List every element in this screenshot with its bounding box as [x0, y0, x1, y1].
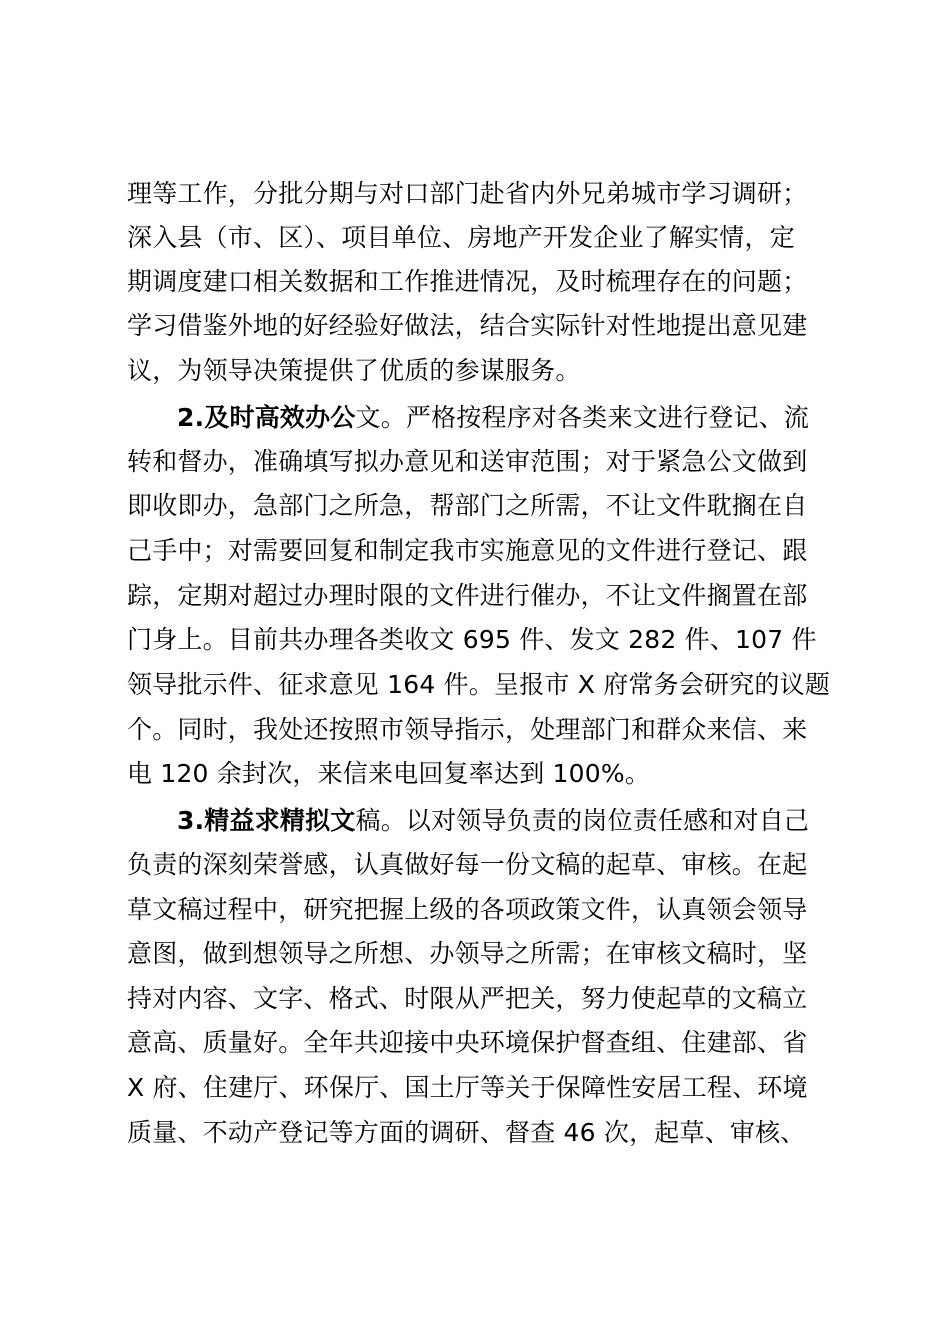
- paragraph-2-line-4: 己手中；对需要回复和制定我市实施意见的文件进行登记、跟: [127, 536, 808, 565]
- paragraph-3-line-3: 草文稿过程中，研究把握上级的各项政策文件，认真领会领导: [127, 895, 808, 924]
- paragraph-3-line-7: X 府、住建厅、环保厅、国土厅等关于保障性安居工程、环境: [127, 1073, 808, 1102]
- paragraph-3-line-4: 意图，做到想领导之所想、办领导之所需；在审核文稿时，坚: [127, 939, 808, 968]
- paragraph-2-line-2: 转和督办，准确填写拟办意见和送审范围；对于紧急公文做到: [127, 447, 808, 476]
- paragraph-2-line-5: 踪，定期对超过办理时限的文件进行催办，不让文件搁置在部: [127, 581, 808, 610]
- paragraph-3-first-line-text: 稿。以对领导负责的岗位责任感和对自己: [355, 806, 810, 835]
- paragraph-3-heading: 3.精益求精拟文: [177, 806, 356, 835]
- paragraph-2-line-8: 个。同时，我处还按照市领导指示，处理部门和群众来信、来: [127, 715, 808, 744]
- paragraph-2-line-9: 电 120 余封次，来信来电回复率达到 100%。: [127, 759, 651, 788]
- paragraph-3-line-8: 质量、不动产登记等方面的调研、督查 46 次，起草、审核、: [127, 1118, 806, 1147]
- paragraph-3-line-6: 意高、质量好。全年共迎接中央环境保护督查组、住建部、省: [127, 1028, 808, 1057]
- paragraph-2-line-3: 即收即办，急部门之所急，帮部门之所需，不让文件耽搁在自: [127, 491, 808, 520]
- paragraph-1-line-2: 深入县（市、区）、项目单位、房地产开发企业了解实情，定: [127, 223, 795, 252]
- paragraph-2-line-6: 门身上。目前共办理各类收文 695 件、发文 282 件、107 件: [127, 625, 817, 654]
- paragraph-3-first-line: [177, 799, 809, 843]
- paragraph-3-line-5: 持对内容、文字、格式、时限从严把关，努力使起草的文稿立: [127, 984, 808, 1013]
- paragraph-2-first-line: [177, 396, 809, 440]
- paragraph-1-line-4: 学习借鉴外地的好经验好做法，结合实际针对性地提出意见建: [127, 311, 808, 340]
- paragraph-1-line-1: 理等工作，分批分期与对口部门赴省内外兄弟城市学习调研；: [127, 179, 808, 208]
- paragraph-2-line-7: 领导批示件、征求意见 164 件。呈报市 X 府常务会研究的议题: [127, 670, 831, 699]
- paragraph-2-heading: 2.及时高效办公: [177, 403, 356, 432]
- paragraph-1-line-3: 期调度建口相关数据和工作推进情况，及时梳理存在的问题；: [127, 267, 808, 296]
- paragraph-3-line-2: 负责的深刻荣誉感，认真做好每一份文稿的起草、审核。在起: [127, 850, 808, 879]
- paragraph-2-first-line-text: 文。严格按程序对各类来文进行登记、流: [355, 403, 810, 432]
- paragraph-1-line-5: 议，为领导决策提供了优质的参谋服务。: [127, 356, 581, 385]
